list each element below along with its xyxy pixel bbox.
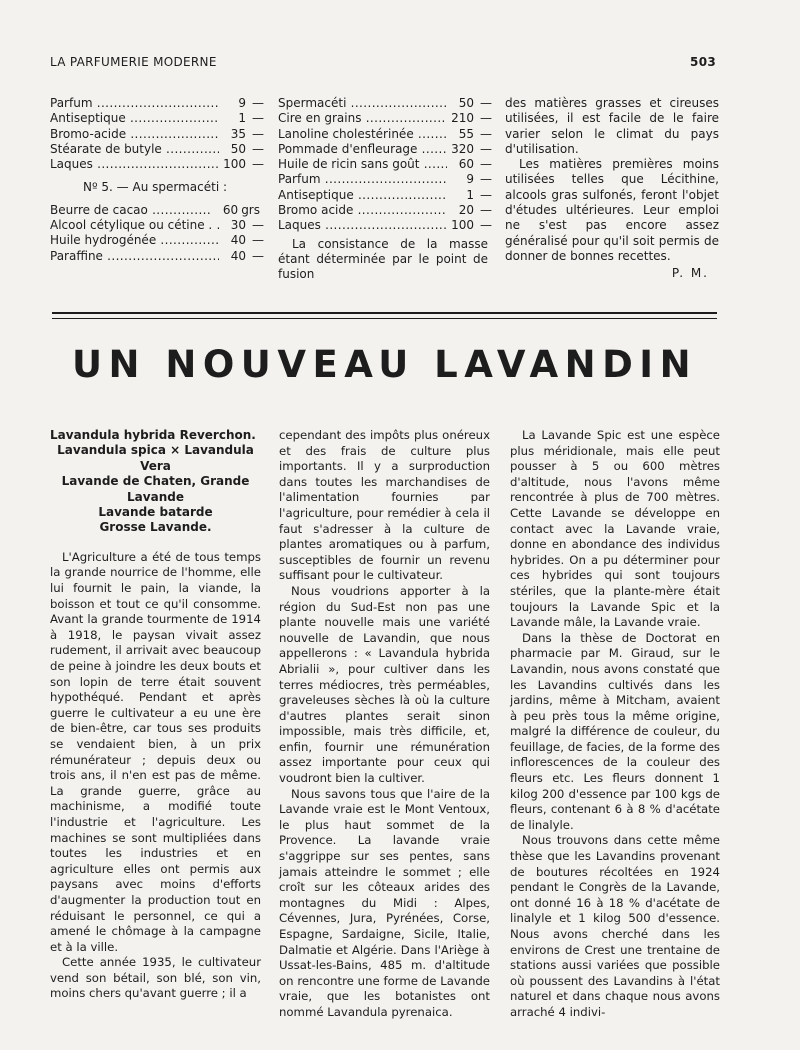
ingredient-name: Parfum .....	[278, 172, 447, 187]
ingredient-name: Lanoline cholestérinée .....	[278, 127, 447, 142]
paragraph: Nous trouvons dans cette même thèse que les Lavandins provenant de boutures récoltées en 1924 pendant le Congrès de la Lavande, ont donné 16 à 18 % d'acétate de linalyle et 1 kilog 500 d'essence. Nous avons cherché dans les environs de Crest une trentaine de stations aussi variées que possible où poussent des Lavandins à l'état naturel et dans chaque nous avons arraché 4 indivi-	[510, 833, 720, 1019]
ingredient-unit: —	[252, 126, 264, 141]
journal-title: LA PARFUMERIE MODERNE	[50, 55, 217, 69]
divider-thick	[52, 312, 717, 314]
formula-5-heading: Nº 5. — Au spermacéti :	[82, 180, 228, 195]
ingredient-quantity: 60	[222, 202, 239, 217]
ingredient-quantity: 40	[230, 248, 246, 263]
article-column-2	[279, 428, 490, 1021]
paragraph: cependant des impôts plus onéreux et des frais de culture plus importants. Il y a surproduction dans toutes les marchandises de l'alimentation fournies par l'agriculture, pour remédier à cela il faut s'adresser à la culture de plantes aromatiques ou à parfum, susceptibles de fournir un revenu suffisant pour le cultivateur.	[279, 428, 490, 583]
article-title: UN NOUVEAU LAVANDIN	[71, 343, 698, 386]
ingredient-quantity: 55	[458, 126, 474, 141]
ingredient-name: Beurre de cacao .....	[50, 203, 211, 218]
ingredient-quantity: 9	[238, 96, 246, 110]
ingredient-name: Bromo acide .....	[278, 203, 447, 218]
ingredient-quantity: 35	[230, 126, 246, 141]
ingredient-unit: —	[480, 126, 492, 141]
ingredient-quantity: 320	[451, 141, 474, 156]
subtitle-line: Lavandula hybrida Reverchon.	[50, 428, 256, 442]
ingredient-name: Antiseptique .....	[278, 188, 447, 203]
formula-row	[278, 172, 492, 187]
ingredient-quantity: 100	[451, 218, 474, 233]
author-signature: P. M.	[671, 266, 709, 281]
article-body	[50, 428, 720, 1019]
formula-row	[50, 218, 264, 233]
ingredient-name: Parfum .....	[50, 96, 219, 111]
ingredient-name: Laques .....	[50, 157, 219, 172]
ingredient-unit: —	[252, 141, 264, 156]
ingredient-unit: —	[252, 218, 264, 233]
ingredient-unit: —	[480, 218, 492, 233]
formula-column-1	[50, 96, 264, 264]
ingredient-unit: —	[480, 157, 492, 172]
ingredient-quantity: 9	[466, 172, 474, 187]
formula-row	[50, 233, 264, 248]
ingredient-name: Bromo-acide .....	[50, 127, 219, 142]
ingredient-name: Huile de ricin sans goût .....	[278, 157, 447, 172]
fats-paragraph: des matières grasses et cireuses utilisées, il est facile de le faire varier selon le climat du pays d'utilisation.	[505, 96, 719, 156]
paragraph: La Lavande Spic est une espèce plus méridionale, mais elle peut pousser à 5 ou 600 mètres d'altitude, nous l'avons même rencontrée à plus de 700 mètres. Cette Lavande se développe en contact avec la Lavande vraie, donne en abondance des individus hybrides. On a pu déterminer pour ces hybrides qui sont toujours stériles, que la plante-mère était toujours la Lavande Spic et la Lavande mâle, la Lavande vraie.	[510, 428, 720, 630]
ingredient-name: Pommade d'enfleurage .....	[278, 142, 447, 157]
formula-row	[50, 141, 264, 157]
subtitle-line: Lavande de Chaten, Grande Lavande	[61, 474, 250, 504]
formula-row	[50, 111, 264, 126]
ingredient-quantity: 50	[458, 96, 474, 110]
ingredient-name: Huile hydrogénée .....	[50, 233, 219, 248]
subtitle-line: Lavandula spica × Lavandula Vera	[57, 443, 254, 473]
formula-section	[50, 96, 720, 282]
ingredient-name: Stéarate de butyle .....	[50, 142, 219, 157]
ingredient-unit: —	[480, 172, 492, 187]
formula-row	[278, 111, 492, 126]
formula-row	[278, 141, 492, 157]
formula-row	[278, 203, 492, 218]
paragraph: Nous savons tous que l'aire de la Lavande vraie est le Mont Ventoux, le plus haut sommet de la Provence. La lavande vraie s'aggrippe sur ses pentes, sans jamais atteindre le sommet ; elle croît sur les côteaux arides des montagnes du Midi : Alpes, Cévennes, Jura, Pyrénées, Corse, Espagne, Sardaigne, Sicile, Italie, Dalmatie et Algérie. Dans l'Ariège à Ussat-les-Bains, 485 m. d'altitude on rencontre une forme de Lavande vraie, que les botanistes ont nommé Lavandula pyrenaica.	[279, 786, 490, 1019]
ingredient-unit: —	[252, 233, 264, 248]
formula-row	[278, 187, 492, 203]
formula-row	[278, 126, 492, 142]
ingredient-unit: —	[252, 96, 264, 110]
paragraph: Cette année 1935, le cultivateur vend son bétail, son blé, son vin, moins chers qu'avant guerre ; il a	[50, 955, 261, 1001]
page-number: 503	[690, 55, 716, 69]
formula-column-3	[505, 96, 719, 280]
ingredient-unit: —	[480, 187, 492, 202]
subtitle-line: Grosse Lavande.	[99, 520, 212, 535]
ingredient-unit: —	[480, 111, 492, 126]
ingredient-quantity: 100	[223, 157, 246, 172]
consistency-paragraph: La consistance de la masse étant déterminée par le point de fusion	[278, 236, 488, 282]
formula-row	[50, 157, 264, 172]
ingredient-quantity: 20	[458, 203, 474, 218]
ingredient-quantity: 210	[451, 111, 474, 126]
paragraph: L'Agriculture a été de tous temps la grande nourrice de l'homme, elle lui fournit le pain, la viande, la boisson et tout ce qu'il consomme. Avant la grande tourmente de 1914 à 1918, le paysan vivait assez rudement, il arrivait avec beaucoup de peine à joindre les deux bouts et son lopin de terre était souvent hypothéqué. Pendant et après guerre le cultivateur a eu une ère de bien-être, car tous ses produits se vendaient bien, à un prix rémunérateur ; depuis deux ou trois ans, il n'en est pas de même. La grande guerre, grâce au machinisme, a modifié toute l'industrie et l'agriculture. Les machines se sont multipliées dans toutes les industries et en agriculture elles ont permis aux paysans avec moins d'efforts d'augmenter la production tout en réduisant le personnel, ce qui a amené le chômage à la campagne et à la ville.	[50, 549, 261, 954]
article-column-1	[50, 428, 261, 1002]
ingredient-unit: —	[252, 248, 264, 263]
formula-row	[278, 218, 492, 233]
formula-column-2	[278, 96, 492, 283]
ingredient-quantity: 30	[230, 218, 246, 233]
article-subtitles	[50, 428, 261, 536]
formula-row	[50, 96, 264, 111]
formula-row	[50, 248, 264, 264]
running-header	[50, 55, 716, 69]
article-column-3	[510, 428, 720, 1021]
ingredient-unit: —	[252, 157, 264, 172]
formula-row	[50, 126, 264, 142]
ingredient-name: Alcool cétylique ou cétine . .....	[50, 218, 219, 233]
ingredient-name: Antiseptique .....	[50, 111, 219, 126]
paragraph: Dans la thèse de Doctorat en pharmacie par M. Giraud, sur le Lavandin, nous avons constaté que les Lavandins cultivés dans les jardins, même à Mitcham, avaient à peu près tous la même origine, malgré la différence de couleur, du feuillage, de facies, de la forme des inflorescences de la couleur des fleurs etc. Les fleurs donnent 1 kilog 200 d'essence par 100 kgs de fleurs, contenant 6 à 8 % d'acétate de linalyle.	[510, 630, 720, 832]
ingredient-quantity: 50	[230, 141, 246, 156]
ingredient-unit: —	[252, 111, 264, 126]
ingredient-name: Cire en grains .....	[278, 111, 447, 126]
ingredient-name: Laques .....	[278, 218, 447, 233]
formula-list-a	[50, 96, 264, 172]
ingredient-unit: —	[480, 141, 492, 156]
ingredient-quantity: 40	[230, 233, 246, 248]
paragraph: Nous voudrions apporter à la région du Sud-Est non pas une plante nouvelle mais une variété nouvelle de Lavandin, que nous appellerons : « Lavandula hybrida Abrialii », pour cultiver dans les terres médiocres, très perméables, graveleuses sèches là où la culture d'autres plantes serait sinon impossible, mais très difficile, et, enfin, fournir une rémunération assez importante pour ceux qui voudront bien la cultiver.	[279, 583, 490, 786]
ingredient-unit: —	[480, 203, 492, 218]
formula-row	[50, 203, 260, 218]
ingredient-unit: grs	[241, 202, 260, 217]
formula-list-c	[278, 96, 492, 234]
subtitle-line: Lavande batarde	[98, 505, 213, 520]
divider-thin	[52, 318, 717, 319]
ingredient-quantity: 1	[238, 111, 246, 126]
ingredient-quantity: 1	[466, 187, 474, 202]
ingredient-unit: —	[480, 96, 492, 110]
ingredient-quantity: 60	[458, 157, 474, 172]
ingredient-name: Paraffine .....	[50, 249, 219, 264]
formula-row	[278, 157, 492, 172]
formula-list-b	[50, 202, 264, 264]
ingredient-name: Spermacéti .....	[278, 96, 447, 111]
formula-row	[278, 96, 492, 111]
raw-materials-paragraph: Les matières premières moins utilisées telles que Lécithine, alcools gras sulfonés, feront l'objet d'études ultérieures. Leur emploi ne s'est pas encore assez généralisé pour qu'il soit permis de donner de bonnes recettes.	[505, 157, 719, 263]
